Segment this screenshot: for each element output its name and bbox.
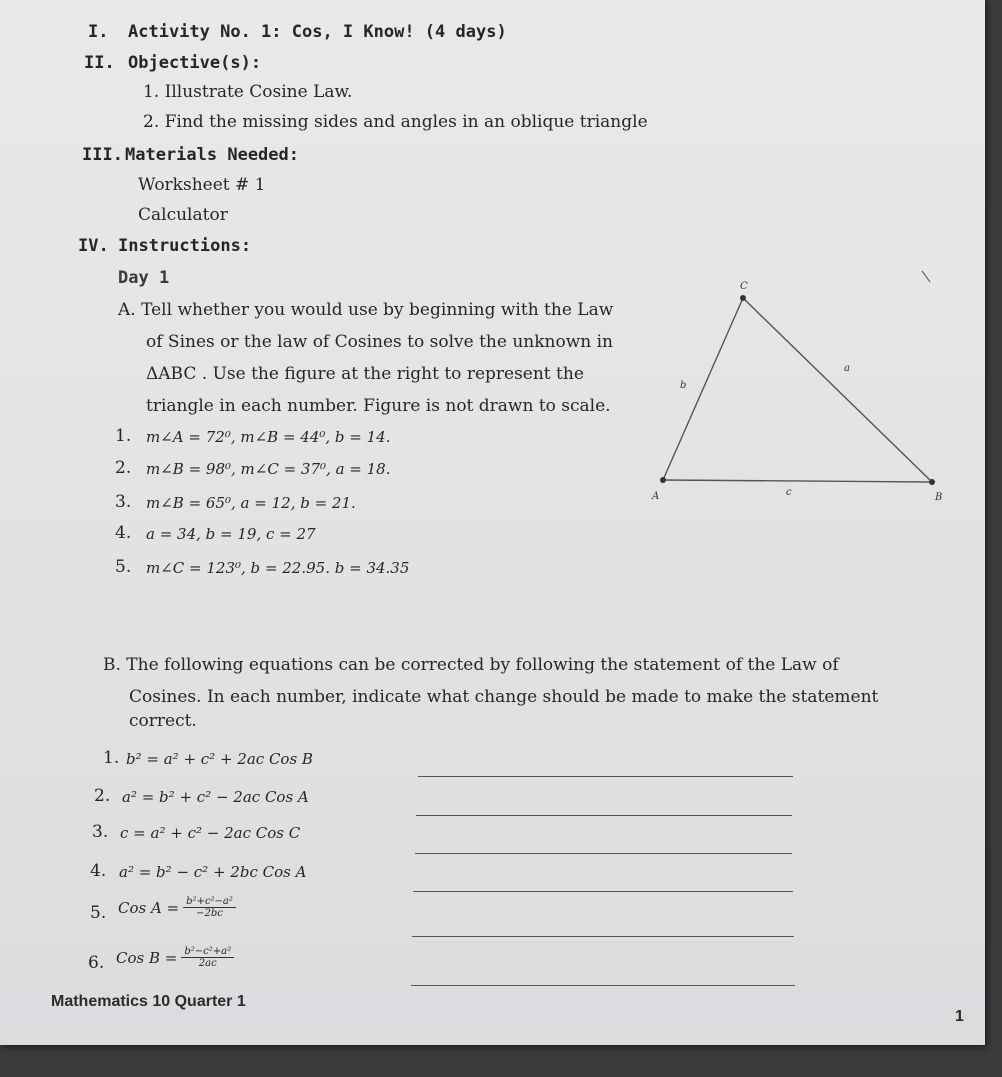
side-a-line (743, 298, 932, 482)
objective-item: 1. Illustrate Cosine Law. (143, 82, 353, 102)
answer-line (411, 985, 795, 986)
equation-lhs: Cos B = (116, 948, 178, 967)
answer-line (413, 891, 793, 892)
part-a-text: ΔABC . Use the figure at the right to represent the (146, 364, 584, 384)
materials-heading: Materials Needed: (125, 145, 299, 165)
part-b-equation (118, 896, 236, 919)
objective-item: 2. Find the missing sides and angles in an oblique triangle (143, 112, 648, 132)
side-b-line (663, 298, 743, 480)
side-a-label: a (844, 363, 850, 374)
fraction-numerator: b²−c²+a² (181, 946, 234, 958)
part-a-item: m∠A = 72⁰, m∠B = 44⁰, b = 14. (146, 428, 391, 446)
vertex-a-label: A (652, 491, 660, 502)
part-b-equation (116, 946, 234, 969)
page-number: 1 (955, 1008, 964, 1025)
fraction (183, 896, 236, 919)
item-number: 6. (88, 953, 105, 973)
equation-lhs: Cos A = (118, 898, 180, 917)
side-c-label: c (786, 487, 792, 498)
vertex-b-label: B (935, 492, 943, 503)
part-b-equation: b² = a² + c² + 2ac Cos B (126, 750, 313, 768)
part-b-equation: a² = b² − c² + 2bc Cos A (119, 863, 307, 881)
fraction-denominator: −2bc (196, 908, 223, 919)
item-number: 1. (115, 426, 132, 446)
objectives-heading: Objective(s): (128, 53, 262, 73)
item-number: 5. (90, 903, 107, 923)
material-item: Worksheet # 1 (138, 175, 266, 195)
vertex-a-dot (660, 477, 666, 483)
fraction (181, 946, 234, 969)
part-a-text: A. Tell whether you would use by beginning with the Law (118, 300, 614, 320)
item-number: 3. (92, 822, 109, 842)
side-c-line (663, 480, 932, 482)
triangle-figure (640, 270, 960, 510)
vertex-b-dot (929, 479, 935, 485)
material-item: Calculator (138, 205, 228, 225)
part-b-text: correct. (129, 711, 197, 731)
item-number: 1. (103, 748, 120, 768)
section-number: IV. (78, 236, 109, 256)
side-b-label: b (680, 380, 687, 391)
instructions-heading: Instructions: (118, 236, 252, 256)
part-b-text: Cosines. In each number, indicate what change should be made to make the statement (129, 687, 879, 707)
pen-mark (922, 271, 930, 282)
part-b-equation: a² = b² + c² − 2ac Cos A (122, 788, 309, 806)
vertex-c-dot (740, 295, 746, 301)
item-number: 5. (115, 557, 132, 577)
activity-title: Activity No. 1: Cos, I Know! (4 days) (128, 22, 507, 42)
part-a-item: m∠B = 65⁰, a = 12, b = 21. (146, 494, 356, 512)
item-number: 2. (94, 786, 111, 806)
day-label: Day 1 (118, 268, 170, 288)
part-a-item: m∠C = 123⁰, b = 22.95. b = 34.35 (146, 559, 410, 577)
answer-line (412, 936, 794, 937)
part-a-item: a = 34, b = 19, c = 27 (146, 525, 316, 543)
answer-line (416, 815, 792, 816)
fraction-numerator: b²+c²−a² (183, 896, 236, 908)
part-b-equation: c = a² + c² − 2ac Cos C (120, 824, 301, 842)
part-a-item: m∠B = 98⁰, m∠C = 37⁰, a = 18. (146, 460, 391, 478)
vertex-c-label: C (740, 281, 748, 292)
fraction-denominator: 2ac (198, 958, 217, 969)
section-number: I. (88, 22, 109, 42)
part-b-text: B. The following equations can be corrected by following the statement of the Law of (103, 655, 839, 675)
answer-line (415, 853, 792, 854)
section-number: III. (82, 145, 123, 165)
item-number: 4. (115, 523, 132, 543)
answer-line (418, 776, 793, 777)
section-number: II. (84, 53, 115, 73)
footer-title: Mathematics 10 Quarter 1 (51, 993, 246, 1010)
item-number: 4. (90, 861, 107, 881)
item-number: 2. (115, 458, 132, 478)
item-number: 3. (115, 492, 132, 512)
part-a-text: of Sines or the law of Cosines to solve the unknown in (146, 332, 614, 352)
part-a-text: triangle in each number. Figure is not drawn to scale. (146, 396, 611, 416)
